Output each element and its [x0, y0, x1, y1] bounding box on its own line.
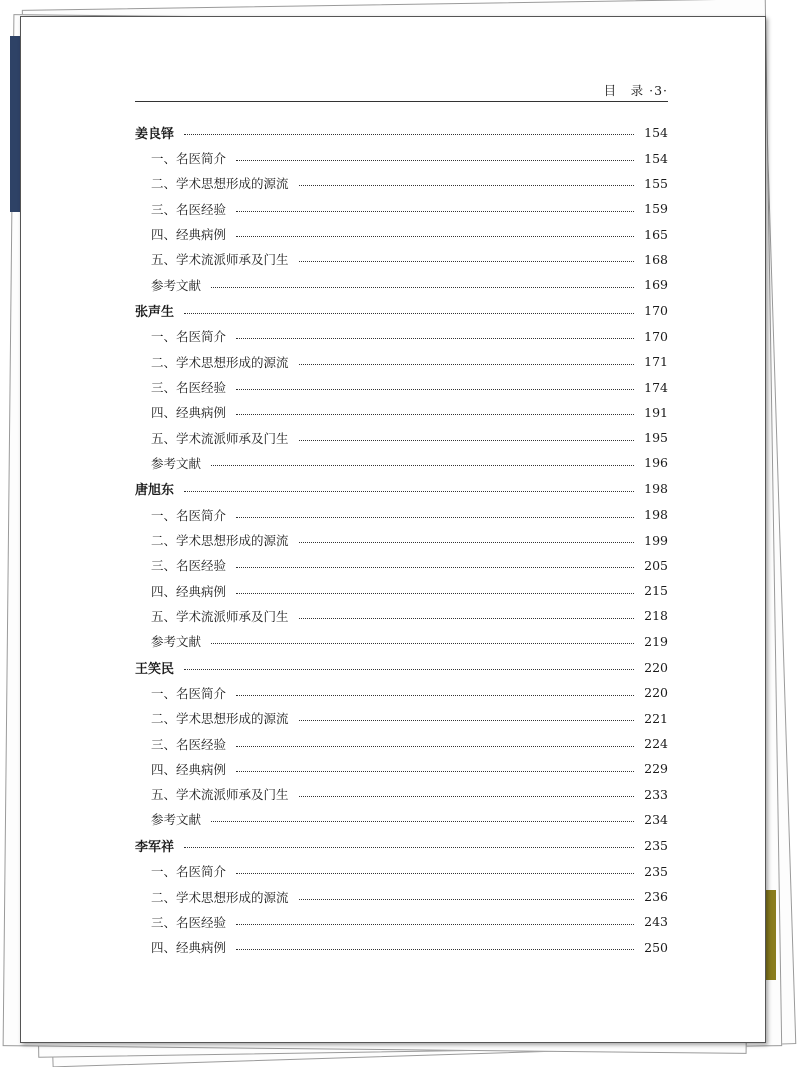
- toc-entry-page: 154: [644, 150, 668, 166]
- dot-leader: [184, 668, 634, 670]
- toc-chapter-entry[interactable]: [135, 654, 668, 681]
- dot-leader: [236, 516, 634, 518]
- toc-entry-title: 参考文献: [151, 812, 202, 828]
- toc-entry-page: 215: [644, 583, 668, 599]
- toc-entry-title: 一、名医简介: [151, 685, 227, 701]
- dot-leader: [184, 490, 634, 492]
- toc-entry-title: 四、经典病例: [151, 227, 227, 243]
- toc-section-entry[interactable]: [135, 221, 668, 246]
- toc-entry-title: 五、学术流派师承及门生: [151, 787, 289, 803]
- toc-entry-page: 235: [644, 837, 668, 853]
- dot-leader: [299, 260, 634, 262]
- toc-entry-page: 198: [644, 481, 668, 497]
- dot-leader: [299, 795, 634, 797]
- dot-leader: [236, 923, 634, 925]
- toc-entry-title: 姜良铎: [135, 126, 175, 142]
- toc-entry-page: 170: [644, 328, 668, 344]
- dot-leader: [236, 566, 634, 568]
- toc-section-entry[interactable]: [135, 171, 668, 196]
- dot-leader: [236, 770, 634, 772]
- header-text: [604, 81, 668, 99]
- toc-entry-page: 220: [644, 659, 668, 675]
- toc-entry-page: 191: [644, 404, 668, 420]
- toc-section-entry[interactable]: [135, 146, 668, 171]
- running-header: [135, 81, 668, 102]
- toc-entry-page: 196: [644, 455, 668, 471]
- header-page-number: ·3·: [649, 83, 668, 98]
- cover-edge-strip: [10, 36, 20, 212]
- toc-entry-title: 李军祥: [135, 839, 175, 855]
- toc-section-entry[interactable]: [135, 680, 668, 705]
- toc-section-entry[interactable]: [135, 859, 668, 884]
- toc-entry-page: 224: [644, 736, 668, 752]
- toc-entry-title: 四、经典病例: [151, 761, 227, 777]
- toc-entry-page: 199: [644, 532, 668, 548]
- toc-entry-title: 参考文献: [151, 455, 202, 471]
- dot-leader: [299, 541, 634, 543]
- toc-chapter-entry[interactable]: [135, 119, 668, 146]
- toc-section-entry[interactable]: [135, 782, 668, 807]
- dot-leader: [299, 184, 634, 186]
- toc-entry-title: 五、学术流派师承及门生: [151, 608, 289, 624]
- toc-section-entry[interactable]: [135, 731, 668, 756]
- toc-entry-title: 二、学术思想形成的源流: [151, 354, 289, 370]
- dot-leader: [184, 133, 634, 135]
- dot-leader: [236, 388, 634, 390]
- toc-entry-page: 221: [644, 710, 668, 726]
- document-page: [20, 16, 766, 1043]
- dot-leader: [236, 694, 634, 696]
- dot-leader: [211, 820, 634, 822]
- dot-leader: [211, 286, 634, 288]
- toc-entry-title: 四、经典病例: [151, 940, 227, 956]
- dot-leader: [211, 642, 634, 644]
- toc-section-entry[interactable]: [135, 324, 668, 349]
- toc-entry-page: 233: [644, 786, 668, 802]
- toc-section-entry[interactable]: [135, 450, 668, 475]
- toc-section-entry[interactable]: [135, 756, 668, 781]
- toc-entry-title: 三、名医经验: [151, 201, 227, 217]
- toc-entry-page: 218: [644, 608, 668, 624]
- dot-leader: [236, 337, 634, 339]
- toc-entry-title: 一、名医简介: [151, 507, 227, 523]
- toc-entry-page: 171: [644, 354, 668, 370]
- dot-leader: [184, 312, 634, 314]
- toc-section-entry[interactable]: [135, 807, 668, 832]
- table-of-contents: [135, 119, 668, 960]
- toc-section-entry[interactable]: [135, 196, 668, 221]
- dot-leader: [299, 439, 634, 441]
- dot-leader: [236, 159, 634, 161]
- toc-entry-title: 唐旭东: [135, 483, 175, 499]
- toc-entry-page: 195: [644, 430, 668, 446]
- toc-entry-title: 三、名医经验: [151, 736, 227, 752]
- toc-section-entry[interactable]: [135, 909, 668, 934]
- toc-entry-page: 174: [644, 379, 668, 395]
- dot-leader: [236, 872, 634, 874]
- dot-leader: [236, 235, 634, 237]
- toc-entry-title: 二、学术思想形成的源流: [151, 176, 289, 192]
- dot-leader: [236, 413, 634, 415]
- dot-leader: [299, 898, 634, 900]
- toc-section-entry[interactable]: [135, 349, 668, 374]
- toc-section-entry[interactable]: [135, 374, 668, 399]
- toc-entry-page: 219: [644, 633, 668, 649]
- dot-leader: [236, 592, 634, 594]
- toc-entry-page: 159: [644, 201, 668, 217]
- toc-chapter-entry[interactable]: [135, 832, 668, 859]
- toc-section-entry[interactable]: [135, 502, 668, 527]
- toc-entry-title: 一、名医简介: [151, 151, 227, 167]
- toc-entry-title: 四、经典病例: [151, 583, 227, 599]
- dot-leader: [184, 846, 634, 848]
- toc-entry-page: 155: [644, 175, 668, 191]
- toc-chapter-entry[interactable]: [135, 297, 668, 324]
- toc-section-entry[interactable]: [135, 884, 668, 909]
- toc-section-entry[interactable]: [135, 935, 668, 960]
- toc-section-entry[interactable]: [135, 629, 668, 654]
- toc-section-entry[interactable]: [135, 247, 668, 272]
- toc-section-entry[interactable]: [135, 603, 668, 628]
- toc-entry-title: 二、学术思想形成的源流: [151, 711, 289, 727]
- toc-entry-title: 三、名医经验: [151, 914, 227, 930]
- toc-section-entry[interactable]: [135, 553, 668, 578]
- dot-leader: [299, 363, 634, 365]
- toc-entry-title: 王笑民: [135, 661, 175, 677]
- toc-entry-page: 220: [644, 685, 668, 701]
- toc-entry-title: 张声生: [135, 305, 175, 321]
- toc-entry-page: 170: [644, 303, 668, 319]
- toc-entry-page: 168: [644, 251, 668, 267]
- toc-entry-title: 三、名医经验: [151, 380, 227, 396]
- toc-entry-page: 234: [644, 811, 668, 827]
- dot-leader: [211, 464, 634, 466]
- toc-chapter-entry[interactable]: [135, 476, 668, 503]
- toc-entry-page: 169: [644, 277, 668, 293]
- toc-entry-page: 198: [644, 507, 668, 523]
- toc-section-entry[interactable]: [135, 400, 668, 425]
- dot-leader: [236, 745, 634, 747]
- toc-section-entry[interactable]: [135, 706, 668, 731]
- dot-leader: [299, 617, 634, 619]
- toc-section-entry[interactable]: [135, 425, 668, 450]
- toc-entry-title: 参考文献: [151, 634, 202, 650]
- toc-entry-title: 二、学术思想形成的源流: [151, 533, 289, 548]
- dot-leader: [236, 210, 634, 212]
- toc-entry-title: 三、名医经验: [151, 558, 227, 574]
- toc-entry-page: 236: [644, 889, 668, 905]
- toc-entry-title: 四、经典病例: [151, 405, 227, 421]
- toc-entry-page: 235: [644, 863, 668, 879]
- toc-entry-page: 250: [644, 939, 668, 955]
- toc-section-entry[interactable]: [135, 272, 668, 297]
- toc-entry-page: 154: [644, 124, 668, 140]
- toc-section-entry[interactable]: [135, 578, 668, 603]
- toc-entry-page: 243: [644, 914, 668, 930]
- toc-entry-title: 二、学术思想形成的源流: [151, 889, 289, 905]
- toc-entry-page: 165: [644, 226, 668, 242]
- header-section: 目 录: [603, 83, 645, 98]
- toc-entry-title: 五、学术流派师承及门生: [151, 430, 289, 446]
- toc-entry-page: 205: [644, 557, 668, 573]
- toc-entry-title: 参考文献: [151, 277, 202, 293]
- toc-entry-title: 一、名医简介: [151, 864, 227, 880]
- toc-entry-page: 229: [644, 761, 668, 777]
- dot-leader: [299, 719, 634, 721]
- toc-entry-title: 一、名医简介: [151, 329, 227, 345]
- toc-section-entry[interactable]: [135, 527, 668, 552]
- dot-leader: [236, 948, 634, 950]
- toc-entry-title: 五、学术流派师承及门生: [151, 252, 289, 268]
